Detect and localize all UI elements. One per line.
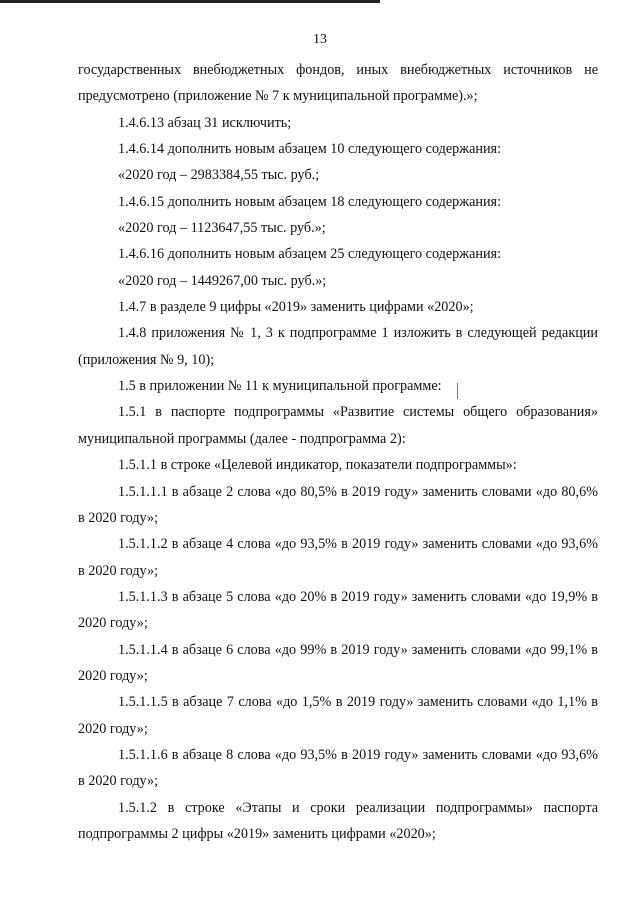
paragraph-1-4-6-13: 1.4.6.13 абзац 31 исключить; xyxy=(118,114,292,131)
paragraph-1-5: 1.5 в приложении № 11 к муниципальной программе: xyxy=(118,378,442,395)
document-body xyxy=(78,57,598,847)
paragraph-1-5-1-1-4: 1.5.1.1.4 в абзаце 6 слова «до 99% в 2019 году» заменить словами «до 99,1% в 2020 году»; xyxy=(78,641,598,684)
paragraph-1-4-7: 1.4.7 в разделе 9 цифры «2019» заменить цифрами «2020»; xyxy=(118,299,474,316)
paragraph-1-4-6-15: 1.4.6.15 дополнить новым абзацем 18 следующего содержания: xyxy=(118,193,502,210)
paragraph-1-5-1: 1.5.1 в паспорте подпрограммы «Развитие системы общего образования» муниципальной программы (далее - подпрограмма 2): xyxy=(78,404,598,447)
top-scan-edge xyxy=(0,0,380,3)
paragraph-1-4-8: 1.4.8 приложения № 1, 3 к подпрограмме 1 изложить в следующей редакции (приложения № 9, 10); xyxy=(78,325,598,368)
paragraph-quote-2020-c: «2020 год – 1449267,00 тыс. руб.»; xyxy=(118,272,327,289)
margin-pencil-mark xyxy=(457,383,458,399)
paragraph-quote-2020-a: «2020 год – 2983384,55 тыс. руб.; xyxy=(118,167,320,184)
paragraph-1-5-1-1-1: 1.5.1.1.1 в абзаце 2 слова «до 80,5% в 2019 году» заменить словами «до 80,6% в 2020 году»; xyxy=(78,483,598,526)
paragraph-1-5-1-1-5: 1.5.1.1.5 в абзаце 7 слова «до 1,5% в 2019 году» заменить словами «до 1,1% в 2020 году»; xyxy=(78,694,598,737)
paragraph-continuation: государственных внебюджетных фондов, иных внебюджетных источников не предусмотрено (приложение № 7 к муниципальной программе).»; xyxy=(78,62,598,105)
paragraph-1-5-1-2: 1.5.1.2 в строке «Этапы и сроки реализации подпрограммы» паспорта подпрограммы 2 цифры «2019» заменить цифрами «2020»; xyxy=(78,799,598,842)
paragraph-1-4-6-16: 1.4.6.16 дополнить новым абзацем 25 следующего содержания: xyxy=(118,246,502,263)
page-number: 13 xyxy=(313,32,327,47)
paragraph-1-5-1-1: 1.5.1.1 в строке «Целевой индикатор, показатели подпрограммы»: xyxy=(118,457,517,474)
paragraph-1-5-1-1-6: 1.5.1.1.6 в абзаце 8 слова «до 93,5% в 2019 году» заменить словами «до 93,6% в 2020 году»; xyxy=(78,746,598,790)
paragraph-1-4-6-14: 1.4.6.14 дополнить новым абзацем 10 следующего содержания: xyxy=(118,141,502,158)
paragraph-1-5-1-1-2: 1.5.1.1.2 в абзаце 4 слова «до 93,5% в 2019 году» заменить словами «до 93,6% в 2020 году»; xyxy=(78,536,598,579)
paragraph-quote-2020-b: «2020 год – 1123647,55 тыс. руб.»; xyxy=(118,220,326,237)
paragraph-1-5-1-1-3: 1.5.1.1.3 в абзаце 5 слова «до 20% в 2019 году» заменить словами «до 19,9% в 2020 году»; xyxy=(78,588,598,632)
